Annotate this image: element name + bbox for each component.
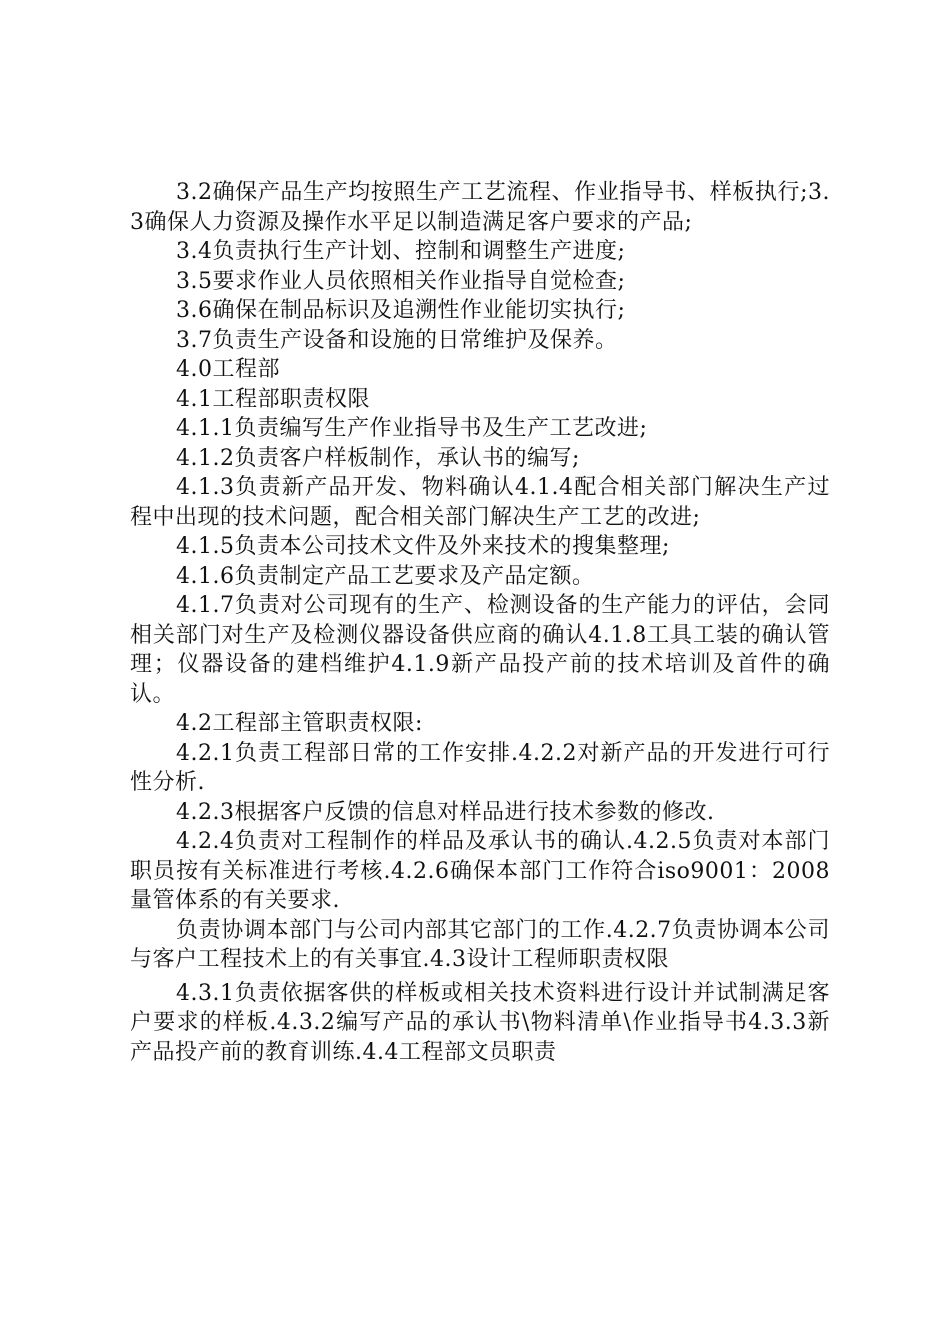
paragraph-4-3-1: 4.3.1负责依据客供的样板或相关技术资料进行设计并试制满足客户要求的样板.4.3.2编写产品的承认书\物料清单\作业指导书4.3.3新产品投产前的教育训练.4.4工程部文员职责	[130, 980, 830, 1065]
paragraph-4-2-3: 4.2.3根据客户反馈的信息对样品进行技术参数的修改.	[176, 799, 715, 825]
section-heading-4-2: 4.2工程部主管职责权限:	[176, 711, 423, 736]
paragraph-3-6: 3.6确保在制品标识及追溯性作业能切实执行;	[176, 298, 626, 323]
section-heading-4-0: 4.0工程部	[176, 357, 280, 382]
paragraph-3-2: 3.2确保产品生产均按照生产工艺流程、作业指导书、样板执行;3.3确保人力资源及操作水平足以制造满足客户要求的产品;	[130, 180, 830, 235]
paragraph-3-4: 3.4负责执行生产计划、控制和调整生产进度;	[176, 239, 626, 264]
paragraph-4-2-1: 4.2.1负责工程部日常的工作安排.4.2.2对新产品的开发进行可行性分析.	[130, 740, 830, 795]
paragraph-4-1-6: 4.1.6负责制定产品工艺要求及产品定额。	[176, 563, 595, 589]
paragraph-4-1-1: 4.1.1负责编写生产作业指导书及生产工艺改进;	[176, 416, 648, 441]
paragraph-4-1-7: 4.1.7负责对公司现有的生产、检测设备的生产能力的评估，会同相关部门对生产及检测仪器设备供应商的确认4.1.8工具工装的确认管理；仪器设备的建档维护4.1.9新产品投产前的技术培训及首件的确认。	[130, 593, 830, 707]
paragraph-4-1-5: 4.1.5负责本公司技术文件及外来技术的搜集整理;	[176, 534, 670, 559]
paragraph-4-2-4: 4.2.4负责对工程制作的样品及承认书的确认.4.2.5负责对本部门职员按有关标准进行考核.4.2.6确保本部门工作符合iso9001：2008量管体系的有关要求.	[130, 829, 830, 913]
section-heading-4-1: 4.1工程部职责权限	[176, 386, 370, 412]
document-body	[130, 178, 830, 1067]
paragraph-4-1-2: 4.1.2负责客户样板制作，承认书的编写;	[176, 445, 580, 471]
paragraph-coordination: 负责协调本部门与公司内部其它部门的工作.4.2.7负责协调本公司与客户工程技术上的有关事宜.4.3设计工程师职责权限	[130, 917, 830, 972]
paragraph-3-7: 3.7负责生产设备和设施的日常维护及保养。	[176, 327, 618, 353]
paragraph-4-1-3: 4.1.3负责新产品开发、物料确认4.1.4配合相关部门解决生产过程中出现的技术问题，配合相关部门解决生产工艺的改进;	[130, 475, 830, 530]
paragraph-3-5: 3.5要求作业人员依照相关作业指导自觉检查;	[176, 268, 626, 294]
